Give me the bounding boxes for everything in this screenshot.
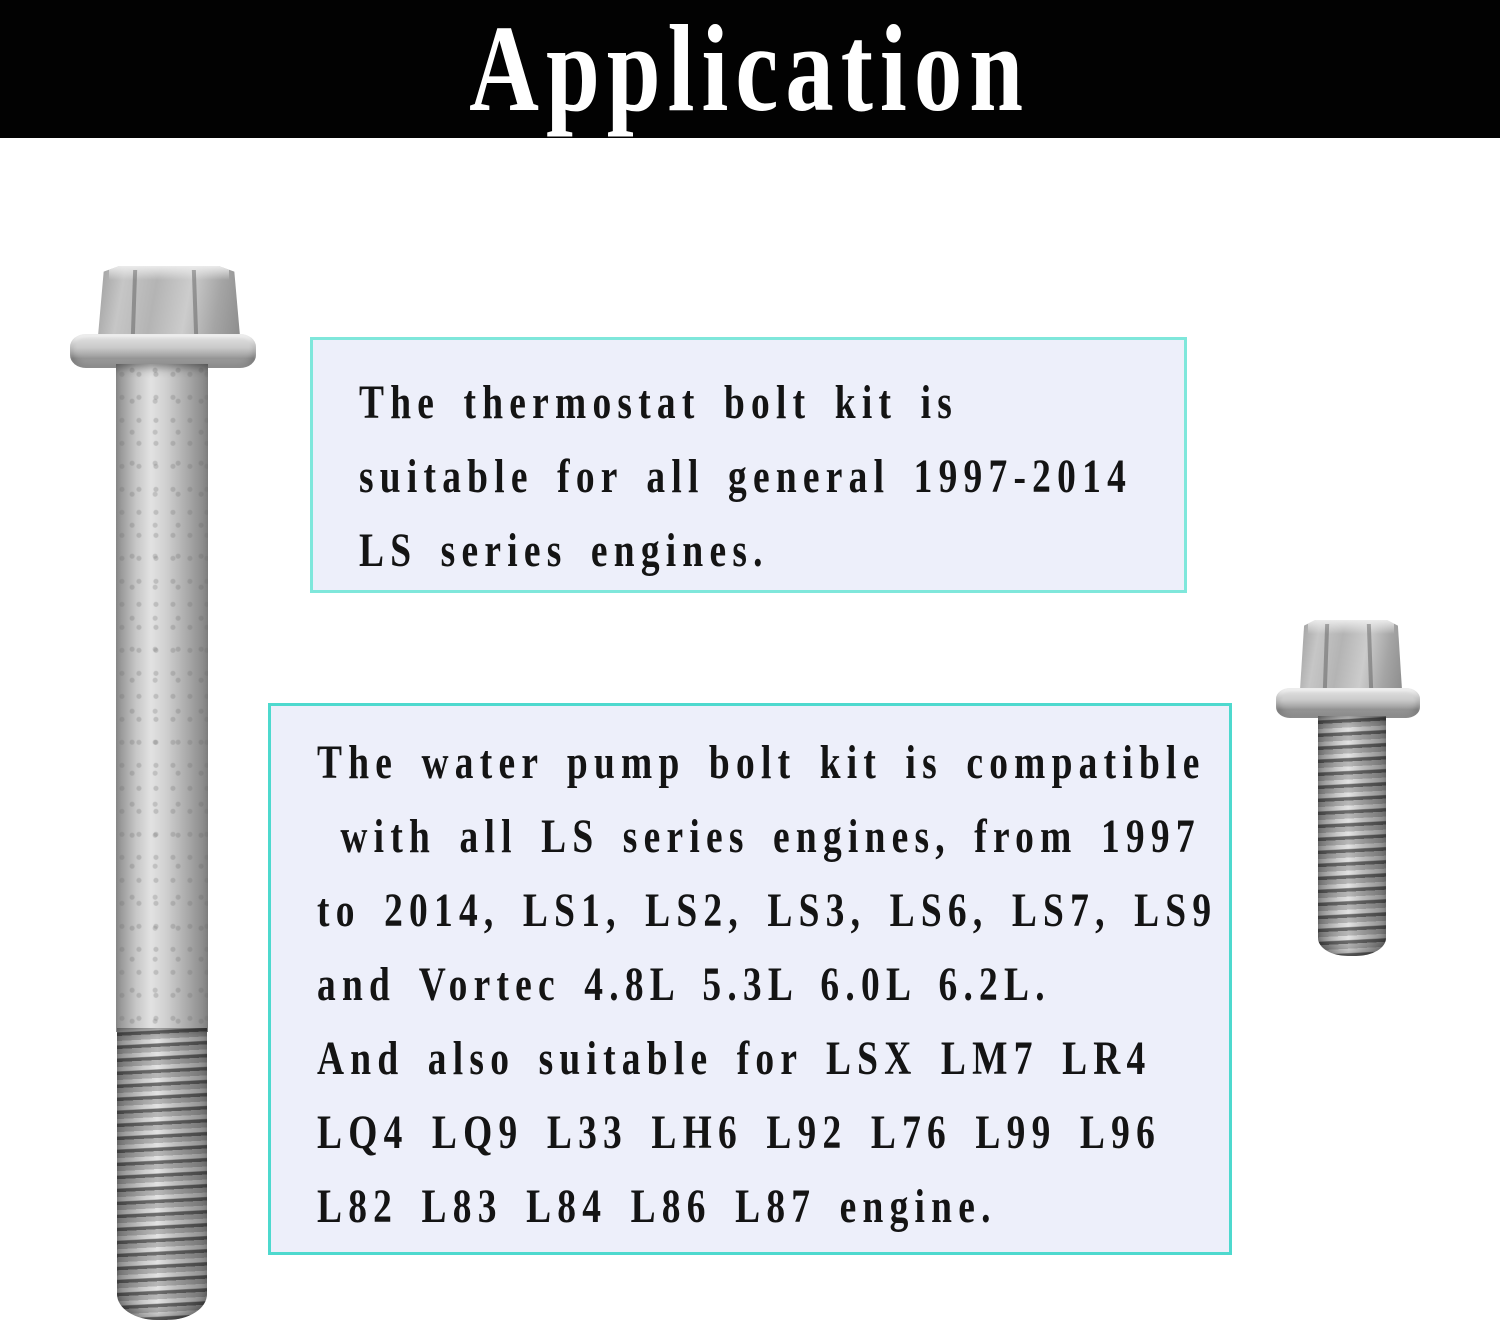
long-bolt-flange <box>70 334 256 368</box>
long-bolt-hex-head-icon <box>98 266 240 336</box>
thread-ridges <box>117 1028 207 1320</box>
water-pump-info-box <box>268 703 1232 1255</box>
text-line: And also suitable for LSX LM7 LR4 <box>317 1032 1152 1085</box>
hex-facet-edge <box>1323 624 1329 690</box>
small-bolt-photo <box>1272 614 1424 958</box>
long-bolt-threads <box>117 1028 207 1320</box>
small-bolt-flange <box>1276 688 1420 718</box>
title-banner <box>0 0 1500 138</box>
text-line: to 2014, LS1, LS2, LS3, LS6, LS7, LS9 <box>317 884 1218 937</box>
text-line: LS series engines. <box>359 524 769 577</box>
small-bolt-threads <box>1318 716 1386 956</box>
hex-facet-edge <box>1367 624 1373 690</box>
hex-facet-edge <box>192 270 198 336</box>
thermostat-info-box <box>310 337 1187 593</box>
long-bolt-shank <box>116 364 208 1032</box>
text-line: suitable for all general 1997-2014 <box>359 450 1133 503</box>
text-line: LQ4 LQ9 L33 LH6 L92 L76 L99 L96 <box>317 1106 1162 1159</box>
text-line: The thermostat bolt kit is <box>359 376 959 429</box>
page-title: Application <box>469 0 1031 137</box>
text-line: The water pump bolt kit is compatible <box>317 736 1206 789</box>
text-line: and Vortec 4.8L 5.3L 6.0L 6.2L. <box>317 958 1051 1011</box>
small-bolt-hex-head-icon <box>1300 620 1402 690</box>
text-line: with all LS series engines, from 1997 <box>317 810 1201 863</box>
hex-top-face <box>109 266 228 280</box>
hex-facet-edge <box>131 270 137 336</box>
text-line: L82 L83 L84 L86 L87 engine. <box>317 1180 997 1233</box>
long-bolt-photo <box>60 262 262 1322</box>
hex-top-face <box>1308 620 1394 634</box>
thread-ridges <box>1318 716 1386 956</box>
